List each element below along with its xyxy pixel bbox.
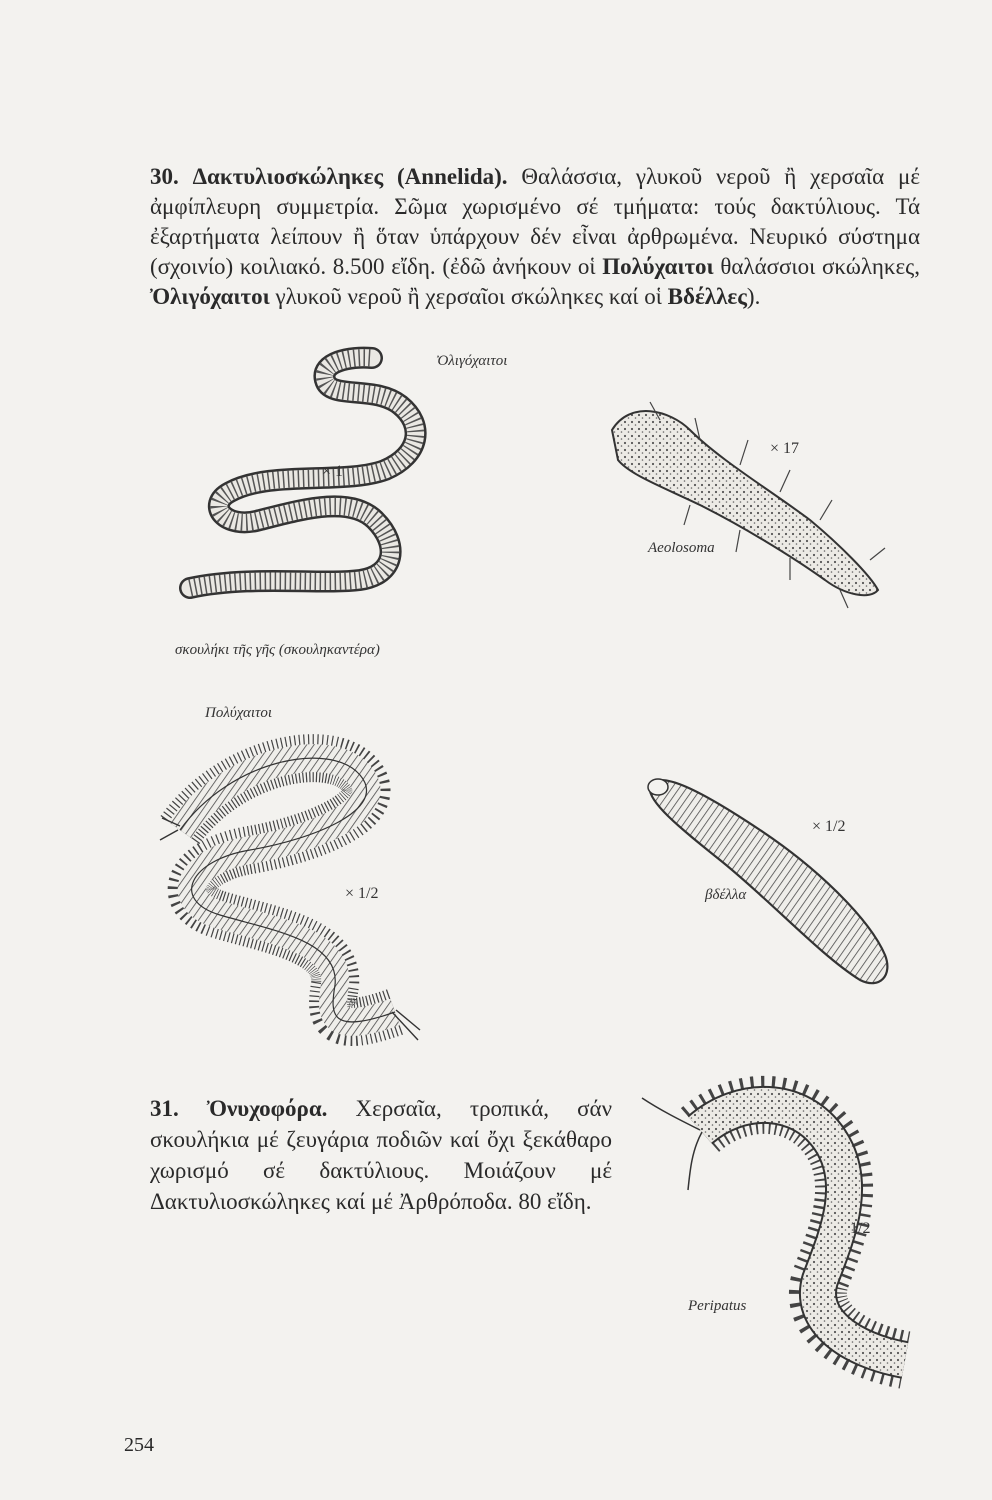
label-peripatus: Peripatus <box>688 1298 747 1314</box>
page-number: 254 <box>124 1434 154 1456</box>
aeolosoma-drawing <box>612 402 885 608</box>
scale-aeolosoma: × 17 <box>770 440 800 457</box>
label-oligochaetes: Ὀλιγόχαιτοι <box>436 353 508 369</box>
label-aeolosoma: Aeolosoma <box>648 540 715 556</box>
scale-polychaete: × 1/2 <box>345 885 379 902</box>
section-31-paragraph <box>150 1093 612 1217</box>
label-earthworm: σκουλήκι τῆς γῆς (σκουληκαντέρα) <box>175 642 380 658</box>
scale-earthworm: × 1 <box>322 463 344 480</box>
label-polychaetes: Πολύχαιτοι <box>205 705 273 721</box>
polychaete-drawing <box>160 758 420 1040</box>
section-31-text: Χερσαῖα, τροπικά, σάν σκουλήκια μέ ζευγάρια ποδιῶν καί ὄχι ξεκάθαρο χωρισμό σέ δακτύλιους. Μοιάζουν μέ Δακτυλιοσκώληκες καί μέ Ἀρθρόποδα. 80 εἴδη. <box>150 1096 612 1214</box>
term-oligochaetes: Ὀλιγόχαιτοι <box>150 284 270 309</box>
section-30-text-b: θαλάσσιοι σκώληκες, <box>713 254 920 279</box>
section-30-heading: Δακτυλιοσκώληκες (Annelida). <box>192 164 508 189</box>
section-31-heading: Ὀνυχοφόρα. <box>206 1096 328 1121</box>
section-31-number: 31. <box>150 1096 179 1121</box>
scale-leech: × 1/2 <box>812 818 846 835</box>
term-leeches: Βδέλλες <box>667 284 747 309</box>
term-polychaetes: Πολύχαιτοι <box>602 254 714 279</box>
earthworm-drawing <box>190 358 416 588</box>
section-30-text-c: γλυκοῦ νεροῦ ἢ χερσαῖοι σκώληκες καί οἱ <box>269 284 668 309</box>
leech-drawing <box>648 779 887 983</box>
section-30-text-a: Θαλάσσια, γλυκοῦ νεροῦ ἢ χερσαῖα μέ ἀμφίπλευρη συμμετρία. Σῶμα χωρισμένο σέ τμήματα: τούς δακτύλιους. Τά ἐξαρτήματα λείπουν ἢ ὅταν ὑπάρχουν δέν εἶναι ἀρθρωμένα. Νευρικό σύστημα (σχοινίο) κοιλιακό. 8.500 εἴδη. (ἐδῶ ἀνήκουν οἱ <box>150 164 920 279</box>
section-30-number: 30. <box>150 164 179 189</box>
label-leech: βδέλλα <box>705 887 747 903</box>
scale-peripatus: 1/2 <box>850 1220 871 1237</box>
section-30-text-d: ). <box>746 284 761 309</box>
